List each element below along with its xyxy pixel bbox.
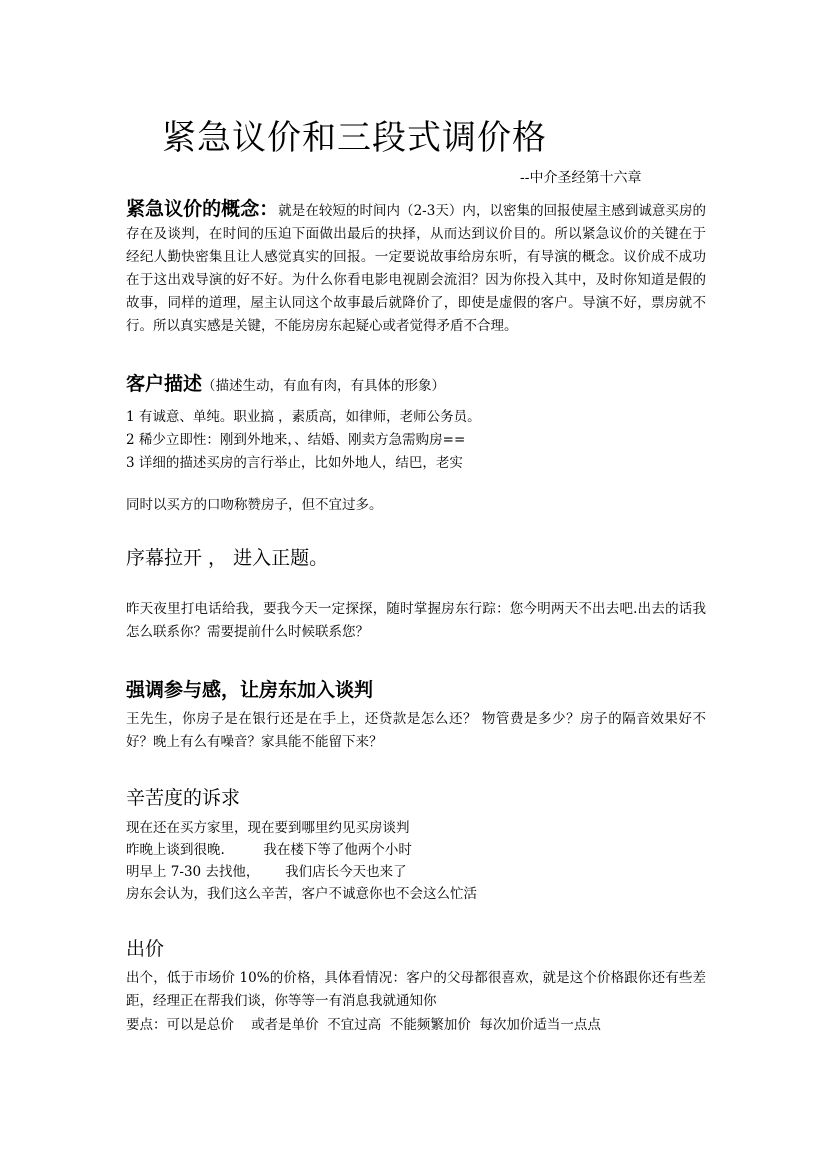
list-item: 明早上 7-30 去找他， 我们店长今天也来了 (126, 864, 407, 880)
list-item: 1 有诚意、单纯。职业搞 ，素质高，如律师，老师公务员。 (126, 409, 481, 425)
opening-paragraph: 昨天夜里打电话给我，要我今天一定探探，随时掌握房东行踪：您今明两天不出去吧.出去的话我怎么联系你？需要提前什么时候联系您？ (126, 601, 706, 640)
list-item: 昨晚上谈到很晚. 我在楼下等了他两个小时 (126, 842, 412, 858)
document-source: --中介圣经第十六章 (520, 170, 642, 186)
customer-description-heading (126, 369, 445, 396)
list-item: 现在还在买方家里，现在要到哪里约见买房谈判 (126, 820, 410, 836)
list-item: 房东会认为，我们这么辛苦，客户不诚意你也不会这么忙活 (126, 886, 477, 902)
document-title: 紧急议价和三段式调价格 (162, 118, 547, 158)
list-item: 2 稀少立即性：刚到外地来，、结婚、刚卖方急需购房== (126, 432, 466, 448)
section-concept (126, 198, 706, 338)
offer-paragraph: 出个，低于市场价 10%的价格，具体看情况：客户的父母都很喜欢，就是这个价格跟你还有些差距，经理正在帮我们谈，你等等一有消息我就通知你 (126, 970, 706, 1009)
concept-paragraph: 就是在较短的时间内（2-3天）内，以密集的回报使屋主感到诚意买房的存在及谈判，在时间的压迫下面做出最后的抉择，从而达到议价目的。所以紧急议价的关键在于经纪人勤快密集且让人感觉真实的回报。一定要说故事给房东听，有导演的概念。议价成不成功在于这出戏导演的好不好。为什么你看电影电视剧会流泪？因为你投入其中，及时你知道是假的故事，同样的道理，屋主认同这个故事最后就降价了，即使是虚假的客户。导演不好，票房就不行。所以真实感是关键，不能房房东起疑心或者觉得矛盾不合理。 (126, 203, 706, 334)
offer-points: 要点：可以是总价 或者是单价 不宜过高 不能频繁加价 每次加价适当一点点 (126, 1017, 601, 1033)
list-item: 3 详细的描述买房的言行举止，比如外地人，结巴，老实 (126, 455, 463, 471)
concept-heading: 紧急议价的概念： (126, 198, 279, 220)
opening-heading: 序幕拉开 ， 进入正题。 (126, 547, 329, 569)
customer-description-note: （描述生动，有血有肉，有具体的形象） (202, 378, 446, 394)
participation-heading: 强调参与感，让房东加入谈判 (126, 679, 374, 701)
participation-paragraph: 王先生，你房子是在银行还是在手上，还贷款是怎么还？ 物管费是多少？房子的隔音效果好不好？晚上有么有噪音？家具能不能留下来？ (126, 711, 706, 750)
customer-description-title: 客户描述 (126, 373, 203, 395)
offer-heading: 出价 (126, 938, 165, 960)
hardship-heading: 辛苦度的诉求 (126, 787, 241, 809)
customer-description-extra: 同时以买方的口吻称赞房子，但不宜过多。 (126, 497, 383, 513)
